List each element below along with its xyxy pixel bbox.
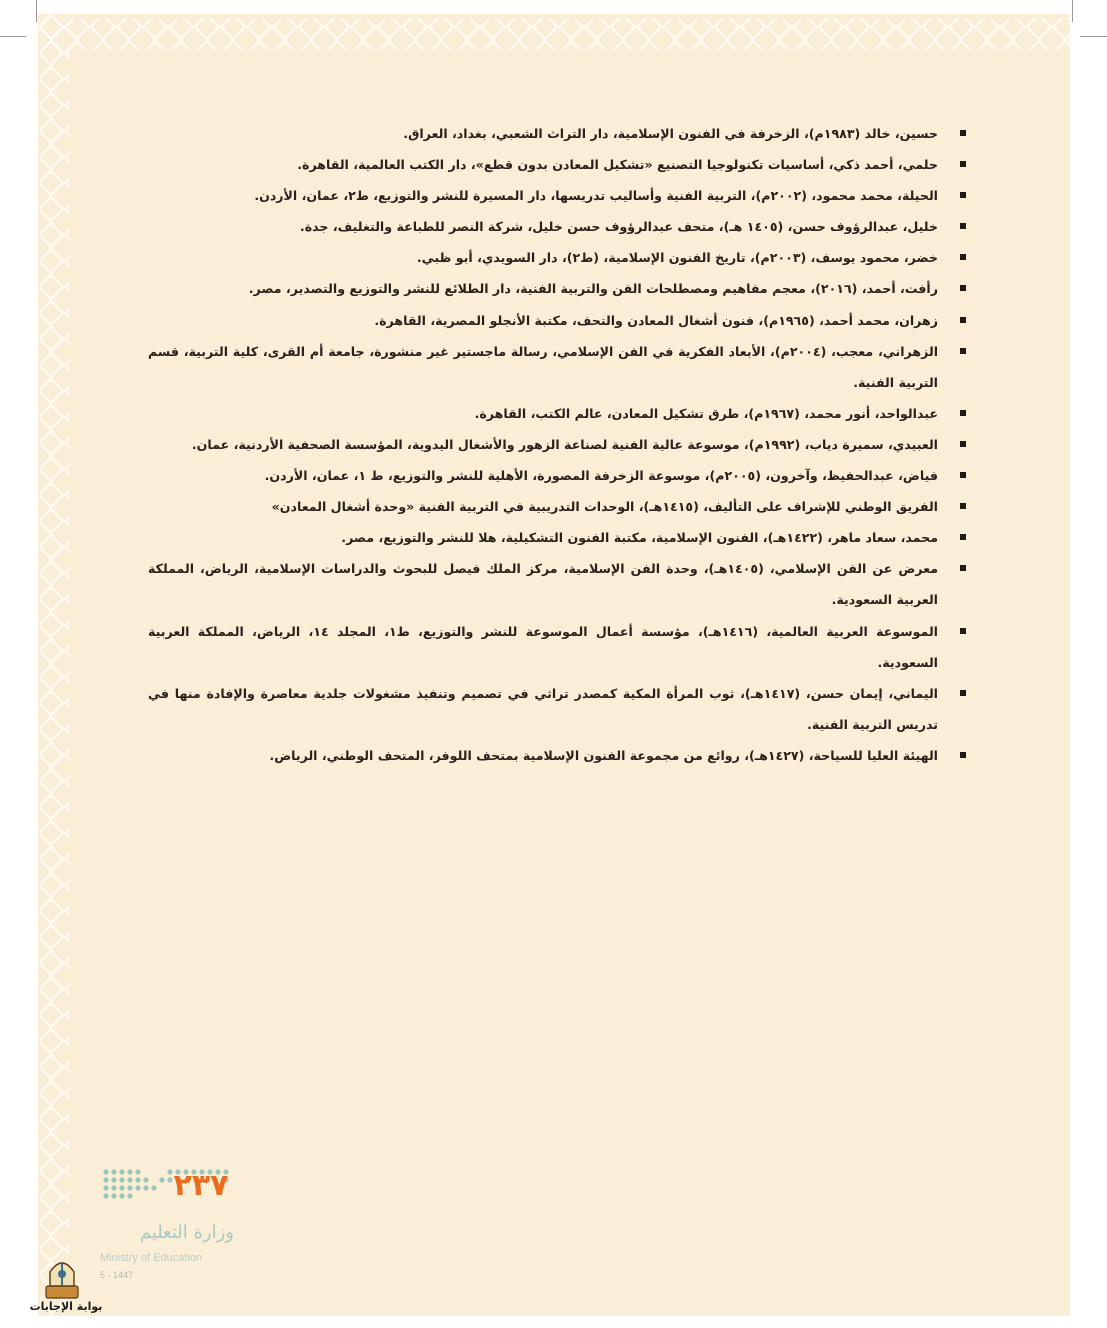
- bullet-square-icon: [960, 441, 966, 447]
- reference-item: [148, 398, 938, 429]
- lattice-border-top: [38, 14, 1070, 54]
- bullet-square-icon: [960, 317, 966, 323]
- ministry-name-english: Ministry of Education: [100, 1252, 203, 1264]
- reference-text: زهران، محمد أحمد، (١٩٦٥م)، فنون أشغال المعادن والتحف، مكتبة الأنجلو المصرية، القاهرة.: [374, 312, 938, 328]
- answers-portal-label: بوابة الإجابات: [29, 1300, 103, 1313]
- reference-item: [148, 305, 938, 336]
- trim-mark-top-right-v: [1072, 0, 1073, 22]
- reference-item: [148, 211, 938, 242]
- trim-mark-top-right: [1080, 36, 1107, 37]
- reference-text: محمد، سعاد ماهر، (١٤٢٢هـ)، الفنون الإسلامية، مكتبة الفنون التشكيلية، هلا للنشر والتوزيع، مصر.: [341, 530, 938, 546]
- bullet-square-icon: [960, 410, 966, 416]
- reference-item: [148, 553, 938, 615]
- reference-text: الهيئة العليا للسياحة، (١٤٢٧هـ)، روائع من مجموعة الفنون الإسلامية بمتحف اللوفر، المتحف الوطني، الرياض.: [269, 747, 938, 763]
- bullet-square-icon: [960, 192, 966, 198]
- bullet-square-icon: [960, 161, 966, 167]
- bullet-square-icon: [960, 752, 966, 758]
- bullet-square-icon: [960, 534, 966, 540]
- reference-item: [148, 149, 938, 180]
- reference-text: الزهراني، معجب، (٢٠٠٤م)، الأبعاد الفكرية في الفن الإسلامي، رسالة ماجستير غير منشورة، جامعة أم القرى، كلية التربية، قسم التربية الفنية.: [148, 343, 939, 390]
- trim-mark-top-left-v: [36, 0, 37, 22]
- reference-item: [148, 429, 938, 460]
- reference-item: [148, 118, 938, 149]
- edition-year: 5 - 1447: [100, 1270, 134, 1280]
- reference-text: فياض، عبدالحفيظ، وآخرون، (٢٠٠٥م)، موسوعة الزخرفة المصورة، الأهلية للنشر والتوزيع، ط ١، عمان، الأردن.: [264, 468, 938, 484]
- answers-portal-watermark: [28, 1256, 108, 1320]
- bullet-square-icon: [960, 565, 966, 571]
- bullet-square-icon: [960, 628, 966, 634]
- reference-text: اليماني، إيمان حسن، (١٤١٧هـ)، ثوب المرأة المكية كمصدر تراثي في تصميم وتنفيذ مشغولات جلدية معاصرة والإفادة منها في تدريس التربية الفنية.: [148, 685, 938, 732]
- reference-text: خليل، عبدالرؤوف حسن، (١٤٠٥ هـ)، متحف عبدالرؤوف حسن خليل، شركة النصر للطباعة والتغليف، جدة.: [299, 219, 938, 235]
- reference-text: الفريق الوطني للإشراف على التأليف، (١٤١٥هـ)، الوحدات التدريبية في التربية الفنية «وحدة أشغال المعادن»: [271, 499, 938, 515]
- book-page: [38, 14, 1070, 1316]
- reference-text: الموسوعة العربية العالمية، (١٤١٦هـ)، مؤسسة أعمال الموسوعة للنشر والتوزيع، ط١، المجلد ١٤، الرياض، المملكة العربية السعودية.: [148, 623, 938, 670]
- references-list: [148, 118, 938, 771]
- bullet-square-icon: [960, 503, 966, 509]
- ministry-footer: [100, 1166, 250, 1286]
- reference-item: [148, 740, 938, 771]
- reference-item: [148, 491, 938, 522]
- page-number: ٢٣٧: [173, 1168, 229, 1203]
- reference-text: معرض عن الفن الإسلامي، (١٤٠٥هـ)، وحدة الفن الإسلامية، مركز الملك فيصل للبحوث والدراسات الإسلامية، الرياض، المملكة العربية السعودية.: [148, 561, 939, 608]
- reference-item: [148, 273, 938, 304]
- reference-text: خضر، محمود يوسف، (٢٠٠٣م)، تاريخ الفنون الإسلامية، (ط٢)، دار السويدي، أبو ظبي.: [416, 250, 938, 266]
- trim-mark-top-left: [0, 36, 26, 37]
- reference-text: حسين، خالد (١٩٨٣م)، الزخرفة في الفنون الإسلامية، دار التراث الشعبي، بغداد، العراق.: [403, 126, 938, 141]
- reference-text: الحيلة، محمد محمود، (٢٠٠٢م)، التربية الفنية وأساليب تدريسها، دار المسيرة للنشر والتوزيع، ط٢، عمان، الأردن.: [254, 188, 938, 204]
- lattice-border-left: [38, 14, 78, 1316]
- bullet-square-icon: [960, 348, 966, 354]
- reference-item: [148, 616, 938, 678]
- bullet-square-icon: [960, 254, 966, 260]
- bullet-square-icon: [960, 472, 966, 478]
- bullet-square-icon: [960, 223, 966, 229]
- bullet-square-icon: [960, 130, 966, 136]
- reference-item: [148, 336, 938, 398]
- ministry-name-arabic: وزارة التعليم: [139, 1222, 234, 1243]
- bullet-square-icon: [960, 690, 966, 696]
- reference-text: رأفت، أحمد، (٢٠١٦)، معجم مفاهيم ومصطلحات الفن والتربية الفنية، دار الطلائع للنشر والتوزيع والتصدير، مصر.: [248, 281, 938, 297]
- reference-item: [148, 242, 938, 273]
- reference-text: حلمي، أحمد ذكي، أساسيات تكنولوجيا التصنيع «تشكيل المعادن بدون قطع»، دار الكتب العالمية، القاهرة.: [297, 157, 938, 173]
- bullet-square-icon: [960, 285, 966, 291]
- reference-item: [148, 522, 938, 553]
- answers-portal-emblem-icon: [40, 1256, 84, 1300]
- reference-item: [148, 180, 938, 211]
- reference-item: [148, 460, 938, 491]
- reference-item: [148, 678, 938, 740]
- reference-text: العبيدي، سميرة دياب، (١٩٩٢م)، موسوعة عالية الفنية لصناعة الزهور والأشغال اليدوية، المؤسسة الصحفية الأردنية، عمان.: [191, 436, 938, 452]
- reference-text: عبدالواحد، أنور محمد، (١٩٦٧م)، طرق تشكيل المعادن، عالم الكتب، القاهرة.: [474, 405, 938, 421]
